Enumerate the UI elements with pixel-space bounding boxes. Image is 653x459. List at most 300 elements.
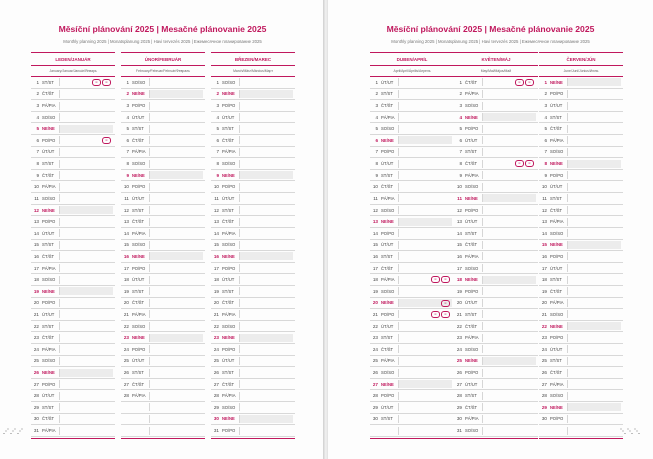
weekday-label: SO/SO bbox=[550, 393, 564, 399]
weekday-label: ST/ST bbox=[465, 393, 477, 399]
month-column bbox=[211, 52, 295, 437]
day-number: 21 bbox=[213, 311, 219, 317]
column-bottom-rule bbox=[370, 438, 454, 439]
holiday-badges bbox=[431, 276, 450, 283]
day-number: 21 bbox=[541, 311, 547, 317]
day-number: 16 bbox=[372, 253, 378, 259]
note-cell bbox=[398, 392, 452, 400]
day-number: 30 bbox=[541, 416, 547, 422]
weekday-label: NE/NE bbox=[222, 91, 235, 97]
weekday-label: NE/NE bbox=[222, 335, 235, 341]
day-number: 6 bbox=[544, 137, 547, 143]
day-number: 16 bbox=[123, 253, 129, 259]
day-number: 29 bbox=[456, 404, 462, 410]
note-cell bbox=[398, 78, 452, 86]
note-cell bbox=[567, 287, 621, 295]
day-number: 21 bbox=[456, 311, 462, 317]
day-number: 25 bbox=[213, 358, 219, 364]
day-number: 29 bbox=[372, 404, 378, 410]
holiday-badges bbox=[431, 311, 450, 318]
weekday-label: ÚT/UT bbox=[465, 381, 478, 387]
day-row bbox=[539, 263, 623, 275]
note-cell bbox=[149, 148, 203, 156]
day-number: 20 bbox=[123, 300, 129, 306]
day-row bbox=[539, 147, 623, 159]
holiday-badges bbox=[441, 300, 450, 307]
holiday-flag-icon: ✉ bbox=[515, 160, 524, 167]
day-number: 24 bbox=[372, 346, 378, 352]
day-number: 4 bbox=[544, 114, 547, 120]
note-cell bbox=[149, 102, 203, 110]
day-number: 20 bbox=[372, 300, 378, 306]
day-number: 21 bbox=[372, 311, 378, 317]
day-row bbox=[211, 216, 295, 228]
weekday-label: ST/ST bbox=[381, 253, 393, 259]
note-cell bbox=[567, 334, 621, 342]
day-number: 3 bbox=[459, 103, 462, 109]
binding-dots-icon: ⋰⋰⋰ bbox=[3, 429, 24, 435]
day-number: 19 bbox=[456, 288, 462, 294]
note-cell bbox=[149, 369, 203, 377]
weekday-label: ÚT/UT bbox=[222, 195, 235, 201]
day-number: 4 bbox=[459, 114, 462, 120]
weekday-label: NE/NE bbox=[42, 207, 55, 213]
day-row bbox=[454, 367, 538, 379]
day-number: 3 bbox=[375, 103, 378, 109]
holiday-flag-icon: ✉ bbox=[441, 311, 450, 318]
note-cell bbox=[59, 369, 113, 377]
note-cell bbox=[398, 403, 452, 411]
note-cell bbox=[149, 125, 203, 133]
day-row bbox=[211, 367, 295, 379]
day-row bbox=[121, 414, 205, 426]
day-row bbox=[31, 321, 115, 333]
weekday-label: ČT/ŠT bbox=[132, 300, 145, 306]
day-row bbox=[211, 414, 295, 426]
note-cell bbox=[398, 183, 452, 191]
day-number: 19 bbox=[213, 288, 219, 294]
weekday-label: ST/ST bbox=[222, 126, 234, 132]
note-cell bbox=[59, 299, 113, 307]
weekday-label: ST/ST bbox=[550, 114, 562, 120]
day-number: 30 bbox=[33, 416, 39, 422]
day-number: 24 bbox=[33, 346, 39, 352]
day-number: 29 bbox=[213, 404, 219, 410]
day-number: 18 bbox=[372, 277, 378, 283]
note-cell bbox=[239, 276, 293, 284]
day-row bbox=[454, 356, 538, 368]
day-number: 29 bbox=[541, 404, 547, 410]
day-number: 26 bbox=[541, 370, 547, 376]
day-row bbox=[121, 112, 205, 124]
weekday-label: NE/NE bbox=[132, 172, 145, 178]
note-cell bbox=[149, 78, 203, 86]
weekday-label: NE/NE bbox=[42, 126, 55, 132]
column-bottom-rule bbox=[454, 438, 538, 439]
note-cell bbox=[149, 90, 203, 98]
weekday-label: NE/NE bbox=[465, 195, 478, 201]
month-translations: February/Februar/Február/Февраль bbox=[121, 66, 205, 77]
note-cell bbox=[239, 310, 293, 318]
day-row bbox=[211, 321, 295, 333]
note-cell bbox=[59, 148, 113, 156]
day-row bbox=[370, 147, 454, 159]
note-cell bbox=[149, 427, 203, 435]
weekday-label: NE/NE bbox=[465, 358, 478, 364]
day-number: 17 bbox=[456, 265, 462, 271]
note-cell bbox=[567, 229, 621, 237]
weekday-label: PÁ/PIA bbox=[550, 219, 564, 225]
note-cell bbox=[398, 136, 452, 144]
day-number: 6 bbox=[126, 137, 129, 143]
holiday-flag-icon: ✉ bbox=[441, 276, 450, 283]
day-row bbox=[539, 170, 623, 182]
weekday-label: PÁ/PIA bbox=[222, 393, 236, 399]
day-number: 17 bbox=[213, 265, 219, 271]
day-number: 14 bbox=[33, 230, 39, 236]
weekday-label: SO/SO bbox=[42, 114, 56, 120]
day-number: 14 bbox=[123, 230, 129, 236]
note-cell bbox=[567, 392, 621, 400]
weekday-label: SO/SO bbox=[132, 79, 146, 85]
day-number: 1 bbox=[36, 79, 39, 85]
weekday-label: SO/SO bbox=[550, 311, 564, 317]
day-row bbox=[211, 123, 295, 135]
day-number: 20 bbox=[33, 300, 39, 306]
weekday-label: ST/ST bbox=[42, 79, 54, 85]
day-row bbox=[31, 205, 115, 217]
weekday-label: SO/SO bbox=[465, 184, 479, 190]
note-cell bbox=[59, 252, 113, 260]
note-cell bbox=[239, 415, 293, 423]
day-row bbox=[211, 309, 295, 321]
note-cell bbox=[567, 171, 621, 179]
day-row bbox=[31, 390, 115, 402]
note-cell bbox=[59, 357, 113, 365]
day-number: 28 bbox=[33, 393, 39, 399]
day-row bbox=[121, 263, 205, 275]
day-row bbox=[31, 309, 115, 321]
day-row bbox=[454, 298, 538, 310]
note-cell bbox=[59, 171, 113, 179]
month-column bbox=[370, 52, 454, 437]
weekday-label: PÁ/PIA bbox=[465, 416, 479, 422]
day-row bbox=[539, 414, 623, 426]
weekday-label: ÚT/UT bbox=[42, 230, 55, 236]
day-number: 16 bbox=[33, 253, 39, 259]
weekday-label: ČT/ŠT bbox=[222, 300, 235, 306]
note-cell bbox=[59, 392, 113, 400]
weekday-label: ČT/ŠT bbox=[222, 381, 235, 387]
weekday-label: PÁ/PIA bbox=[42, 265, 56, 271]
day-row bbox=[370, 402, 454, 414]
weekday-label: NE/NE bbox=[132, 91, 145, 97]
day-number: 27 bbox=[372, 381, 378, 387]
day-row bbox=[211, 100, 295, 112]
day-row bbox=[454, 332, 538, 344]
day-row bbox=[31, 228, 115, 240]
holiday-flag-icon: ✉ bbox=[431, 311, 440, 318]
weekday-label: ST/ST bbox=[465, 230, 477, 236]
day-number: 22 bbox=[372, 323, 378, 329]
day-row bbox=[211, 390, 295, 402]
weekday-label: PÁ/PIA bbox=[132, 149, 146, 155]
day-row bbox=[31, 402, 115, 414]
month-name: LEDEN/JANUÁR bbox=[31, 52, 115, 66]
day-number: 4 bbox=[36, 114, 39, 120]
day-number: 28 bbox=[123, 393, 129, 399]
weekday-label: PÁ/PIA bbox=[381, 114, 395, 120]
weekday-label: ÚT/UT bbox=[550, 346, 563, 352]
holiday-flag-icon: ✉ bbox=[441, 300, 450, 307]
day-row bbox=[539, 240, 623, 252]
note-cell bbox=[59, 125, 113, 133]
day-row bbox=[121, 135, 205, 147]
weekday-label: SO/SO bbox=[42, 277, 56, 283]
day-row bbox=[370, 181, 454, 193]
weekday-label: SO/SO bbox=[381, 207, 395, 213]
note-cell bbox=[149, 218, 203, 226]
day-row bbox=[539, 286, 623, 298]
note-cell bbox=[482, 322, 536, 330]
note-cell bbox=[482, 148, 536, 156]
day-number: 29 bbox=[33, 404, 39, 410]
day-number: 2 bbox=[459, 91, 462, 97]
day-row bbox=[211, 89, 295, 101]
day-row bbox=[31, 332, 115, 344]
day-row bbox=[539, 193, 623, 205]
day-row bbox=[211, 158, 295, 170]
weekday-label: ÚT/UT bbox=[381, 404, 394, 410]
weekday-label: ÚT/UT bbox=[222, 114, 235, 120]
note-cell bbox=[567, 252, 621, 260]
day-number: 7 bbox=[375, 149, 378, 155]
day-number: 7 bbox=[459, 149, 462, 155]
day-number: 21 bbox=[33, 311, 39, 317]
left-page bbox=[0, 0, 325, 459]
note-cell bbox=[59, 241, 113, 249]
weekday-label: ČT/ŠT bbox=[132, 219, 145, 225]
note-cell bbox=[482, 299, 536, 307]
note-cell bbox=[482, 403, 536, 411]
day-number: 23 bbox=[33, 335, 39, 341]
day-number: 25 bbox=[123, 358, 129, 364]
day-number: 18 bbox=[33, 277, 39, 283]
note-cell bbox=[59, 229, 113, 237]
holiday-flag-icon: ✉ bbox=[431, 276, 440, 283]
day-row bbox=[539, 402, 623, 414]
weekday-label: PO/PO bbox=[42, 381, 56, 387]
note-cell bbox=[398, 171, 452, 179]
column-bottom-rule bbox=[211, 438, 295, 439]
weekday-label: ST/ST bbox=[132, 126, 144, 132]
weekday-label: PÁ/PIA bbox=[132, 393, 146, 399]
note-cell bbox=[59, 310, 113, 318]
day-number: 25 bbox=[456, 358, 462, 364]
weekday-label: PÁ/PIA bbox=[465, 172, 479, 178]
weekday-label: PO/PO bbox=[550, 335, 564, 341]
note-cell bbox=[398, 427, 452, 435]
weekday-label: NE/NE bbox=[465, 277, 478, 283]
day-row bbox=[121, 344, 205, 356]
day-number: 8 bbox=[375, 161, 378, 167]
weekday-label: ÚT/UT bbox=[465, 300, 478, 306]
page-title: Měsíční plánování 2025 | Mesačné plánovanie 2025 bbox=[386, 24, 595, 34]
day-number: 9 bbox=[375, 172, 378, 178]
day-row bbox=[370, 205, 454, 217]
day-row bbox=[211, 193, 295, 205]
day-number: 10 bbox=[123, 184, 129, 190]
weekday-label: PO/PO bbox=[132, 103, 146, 109]
note-cell bbox=[239, 194, 293, 202]
day-row bbox=[31, 379, 115, 391]
weekday-label: PO/PO bbox=[550, 253, 564, 259]
note-cell bbox=[567, 125, 621, 133]
day-number: 11 bbox=[124, 195, 129, 201]
note-cell bbox=[398, 287, 452, 295]
day-row bbox=[31, 263, 115, 275]
day-row bbox=[454, 379, 538, 391]
day-number: 9 bbox=[459, 172, 462, 178]
holiday-flag-icon: ✉ bbox=[102, 137, 111, 144]
day-row bbox=[121, 77, 205, 89]
day-number: 10 bbox=[456, 184, 462, 190]
note-cell bbox=[59, 194, 113, 202]
day-number: 30 bbox=[456, 416, 462, 422]
note-cell bbox=[59, 206, 113, 214]
weekday-label: ČT/ŠT bbox=[381, 103, 394, 109]
day-number: 7 bbox=[126, 149, 129, 155]
day-row bbox=[370, 274, 454, 286]
weekday-label: ČT/ŠT bbox=[465, 404, 478, 410]
note-cell bbox=[482, 171, 536, 179]
note-cell bbox=[567, 194, 621, 202]
day-row bbox=[539, 251, 623, 263]
page-subtitle: Monthly planning 2025 | Monatsplanung 2025 | Havi tervezés 2025 | Ежемесячное планирование 2025 bbox=[63, 39, 262, 44]
day-number: 19 bbox=[123, 288, 129, 294]
day-row bbox=[370, 321, 454, 333]
note-cell bbox=[239, 322, 293, 330]
day-row bbox=[121, 367, 205, 379]
note-cell bbox=[239, 183, 293, 191]
note-cell bbox=[59, 160, 113, 168]
note-cell bbox=[567, 403, 621, 411]
weekday-label: ČT/ŠT bbox=[42, 253, 55, 259]
day-row bbox=[370, 286, 454, 298]
day-row bbox=[211, 402, 295, 414]
day-number: 31 bbox=[213, 428, 219, 434]
note-cell bbox=[482, 276, 536, 284]
day-row bbox=[211, 240, 295, 252]
day-number: 3 bbox=[216, 103, 219, 109]
weekday-label: PÁ/PIA bbox=[465, 335, 479, 341]
weekday-label: PÁ/PIA bbox=[42, 346, 56, 352]
day-number: 27 bbox=[456, 381, 462, 387]
day-row bbox=[454, 425, 538, 437]
day-number: 24 bbox=[456, 346, 462, 352]
day-row bbox=[539, 228, 623, 240]
day-number: 9 bbox=[216, 172, 219, 178]
day-number: 24 bbox=[213, 346, 219, 352]
day-row bbox=[370, 100, 454, 112]
day-number: 19 bbox=[541, 288, 547, 294]
weekday-label: ÚT/UT bbox=[550, 184, 563, 190]
weekday-label: ST/ST bbox=[381, 416, 393, 422]
day-number: 8 bbox=[216, 161, 219, 167]
day-number: 9 bbox=[36, 172, 39, 178]
weekday-label: ÚT/UT bbox=[465, 137, 478, 143]
day-row bbox=[370, 414, 454, 426]
weekday-label: NE/NE bbox=[42, 370, 55, 376]
note-cell bbox=[398, 241, 452, 249]
weekday-label: SO/SO bbox=[222, 404, 236, 410]
weekday-label: ÚT/UT bbox=[42, 393, 55, 399]
day-number: 20 bbox=[456, 300, 462, 306]
day-row bbox=[370, 170, 454, 182]
note-cell bbox=[239, 160, 293, 168]
weekday-label: ST/ST bbox=[381, 172, 393, 178]
note-cell bbox=[149, 229, 203, 237]
month-column bbox=[539, 52, 623, 437]
day-number: 12 bbox=[372, 207, 378, 213]
day-row bbox=[211, 425, 295, 437]
day-number: 11 bbox=[542, 195, 547, 201]
weekday-label: NE/NE bbox=[222, 416, 235, 422]
day-number: 8 bbox=[459, 161, 462, 167]
day-number: 13 bbox=[372, 219, 378, 225]
weekday-label: SO/SO bbox=[222, 242, 236, 248]
weekday-label: ST/ST bbox=[132, 207, 144, 213]
weekday-label: NE/NE bbox=[465, 114, 478, 120]
note-cell bbox=[482, 113, 536, 121]
page-subtitle: Monthly planning 2025 | Monatsplanung 2025 | Havi tervezés 2025 | Ежемесячное планирование 2025 bbox=[391, 39, 590, 44]
weekday-label: NE/NE bbox=[42, 288, 55, 294]
day-number: 24 bbox=[123, 346, 129, 352]
day-number: 11 bbox=[214, 195, 219, 201]
right-page bbox=[328, 0, 653, 459]
weekday-label: PO/PO bbox=[465, 370, 479, 376]
weekday-label: ÚT/UT bbox=[132, 358, 145, 364]
day-number: 23 bbox=[123, 335, 129, 341]
day-row bbox=[370, 332, 454, 344]
day-number: 8 bbox=[126, 161, 129, 167]
column-bottom-rule bbox=[121, 438, 205, 439]
day-number: 7 bbox=[544, 149, 547, 155]
weekday-label: ČT/ŠT bbox=[381, 184, 394, 190]
weekday-label: ČT/ŠT bbox=[465, 79, 478, 85]
note-cell bbox=[482, 218, 536, 226]
note-cell bbox=[482, 369, 536, 377]
day-row bbox=[31, 135, 115, 147]
note-cell bbox=[149, 392, 203, 400]
note-cell bbox=[567, 276, 621, 284]
day-number: 12 bbox=[456, 207, 462, 213]
day-row bbox=[211, 332, 295, 344]
day-row bbox=[454, 89, 538, 101]
weekday-label: ČT/ŠT bbox=[465, 323, 478, 329]
note-cell bbox=[59, 345, 113, 353]
weekday-label: PO/PO bbox=[550, 416, 564, 422]
day-number: 26 bbox=[123, 370, 129, 376]
day-number: 20 bbox=[213, 300, 219, 306]
holiday-badges bbox=[102, 137, 111, 144]
note-cell bbox=[482, 334, 536, 342]
note-cell bbox=[239, 125, 293, 133]
weekday-label: PO/PO bbox=[381, 393, 395, 399]
weekday-label: ČT/ŠT bbox=[42, 416, 55, 422]
weekday-label: NE/NE bbox=[381, 219, 394, 225]
weekday-label: PÁ/PIA bbox=[381, 277, 395, 283]
